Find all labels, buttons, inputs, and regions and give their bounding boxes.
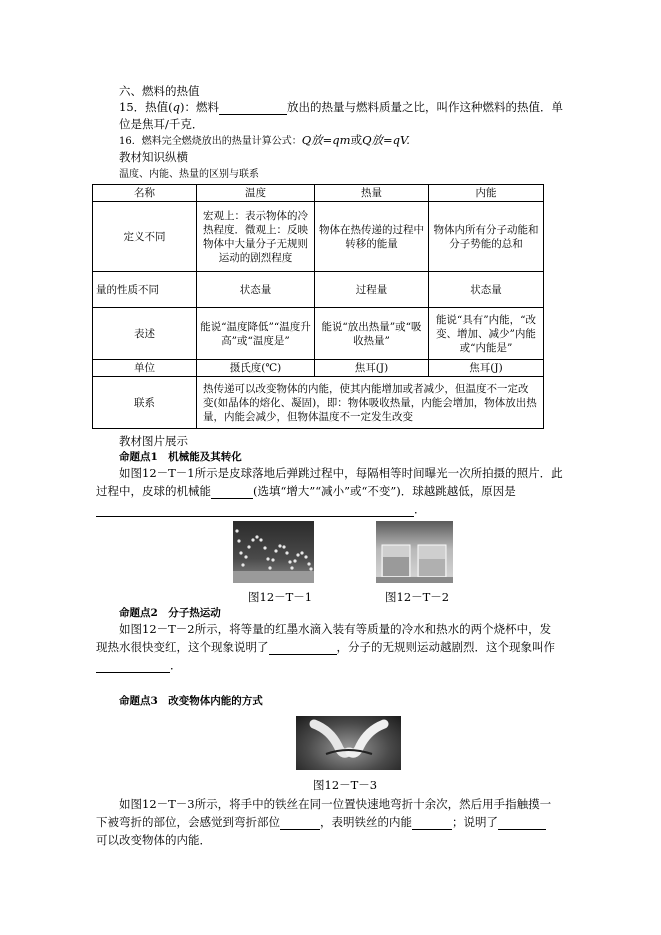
cell-energy: 能说“具有”内能，“改变、增加、减少”内能或“内能是” [429, 308, 544, 360]
row-label: 联系 [93, 377, 197, 429]
cell-energy: 物体内所有分子动能和分子势能的总和 [429, 202, 544, 272]
item-16 [119, 133, 410, 149]
knowledge-heading: 教材知识纵横 [119, 150, 188, 164]
prop-1-line1: 如图12－T－1所示是皮球落地后弹跳过程中，每隔相等时间曝光一次所拍摄的照片．此 [119, 466, 563, 480]
wire-bending-photo [296, 716, 401, 770]
formula-qm: Q放=qm [301, 133, 351, 147]
cell-temp: 状态量 [197, 272, 315, 308]
prop-2-line2-a: 现热水很快变红，这个现象说明了 [96, 640, 269, 654]
blank-mech-energy[interactable] [211, 486, 253, 499]
section-title: 六、燃料的热值 [119, 84, 200, 98]
header-heat: 热量 [315, 185, 429, 202]
table-row-definition [93, 202, 544, 272]
cell-heat: 焦耳(J) [315, 360, 429, 377]
blank-15[interactable] [219, 102, 287, 115]
blank-reason[interactable] [96, 504, 414, 517]
figure-bouncing-ball [233, 521, 314, 583]
item-16-text: 16．燃料完全燃烧放出的热量计算公式： [119, 136, 302, 147]
cell-temp: 宏观上：表示物体的冷热程度．微观上：反映物体中大量分子无规则运动的剧烈程度 [197, 202, 315, 272]
row-label: 单位 [93, 360, 197, 377]
bouncing-ball-photo [233, 521, 314, 583]
item-15-rest: 放出的热量与燃料质量之比，叫作这种燃料的热值．单 [287, 100, 563, 114]
prop-3-line2-b: ，表明铁丝的内能 [320, 815, 412, 829]
prop-3-line2 [96, 815, 546, 830]
figure-wire-bending [296, 716, 401, 770]
figure-beakers [376, 521, 453, 583]
item-15-mid: )：燃料 [180, 100, 219, 114]
cell-heat: 能说“放出热量”或“吸收热量” [315, 308, 429, 360]
figure-3-caption: 图12－T－3 [313, 778, 378, 792]
table-row-nature [93, 272, 544, 308]
figure-1-caption: 图12－T－1 [248, 590, 313, 604]
header-energy: 内能 [429, 185, 544, 202]
blank-phenomenon[interactable] [269, 642, 337, 655]
cell-heat: 过程量 [315, 272, 429, 308]
prop-1-line2-a: 过程中，皮球的机械能 [96, 484, 211, 498]
table-header-row [93, 185, 544, 202]
figure-2-caption: 图12－T－2 [385, 590, 450, 604]
prop-1-line2-b: (选填“增大”“减小”或“不变”)．球越跳越低，原因是 [253, 484, 516, 498]
table-row-expression [93, 308, 544, 360]
prop-2-line2-b: ，分子的无规则运动越剧烈．这个现象叫作 [336, 640, 555, 654]
cell-temp: 能说“温度降低”“温度升高”或“温度是” [197, 308, 315, 360]
formula-or: 或 [350, 133, 363, 147]
prop-1-end: ． [414, 502, 426, 516]
prop-1-line2 [96, 484, 516, 499]
comparison-table [92, 184, 544, 429]
cell-energy: 状态量 [429, 272, 544, 308]
prop-2-end: ． [170, 658, 182, 672]
prop-3-line1: 如图12－T－3所示，将手中的铁丝在同一位置快速地弯折十余次，然后用手指触摸一 [119, 797, 552, 811]
cell-temp: 摄氏度(℃) [197, 360, 315, 377]
blank-temperature[interactable] [280, 817, 320, 830]
row-label: 量的性质不同 [93, 272, 197, 308]
item-15-line1 [119, 100, 563, 115]
item-15-q: q [172, 100, 180, 114]
prop-3-title: 命题点3 改变物体内能的方式 [119, 695, 263, 707]
pictures-heading: 教材图片展示 [119, 434, 188, 448]
table-row-link [93, 377, 544, 429]
table-subheading: 温度、内能、热量的区别与联系 [119, 169, 259, 180]
prop-2-title: 命题点2 分子热运动 [119, 607, 221, 619]
prop-2-line1: 如图12－T－2所示，将等量的红墨水滴入装有等质量的冷水和热水的两个烧杯中，发 [119, 622, 552, 636]
row-label: 表述 [93, 308, 197, 360]
cell-heat: 物体在热传递的过程中转移的能量 [315, 202, 429, 272]
cell-energy: 焦耳(J) [429, 360, 544, 377]
prop-2-line2 [96, 640, 555, 655]
blank-diffusion[interactable] [96, 660, 170, 673]
row-label: 定义不同 [93, 202, 197, 272]
header-temp: 温度 [197, 185, 315, 202]
blank-internal-energy[interactable] [412, 817, 452, 830]
beakers-photo [376, 521, 453, 583]
blank-method[interactable] [498, 817, 546, 830]
prop-3-line3: 可以改变物体的内能． [96, 833, 211, 847]
formula-qv: Q放=qV. [362, 133, 410, 147]
prop-1-line3 [96, 502, 426, 517]
header-name: 名称 [93, 185, 197, 202]
prop-2-line3 [96, 658, 182, 673]
item-15-line2: 位是焦耳/千克． [119, 117, 204, 131]
prop-3-line2-a: 下被弯折的部位，会感觉到弯折部位 [96, 815, 280, 829]
prop-1-title: 命题点1 机械能及其转化 [119, 451, 242, 463]
prop-3-line2-c: ；说明了 [452, 815, 498, 829]
cell-link: 热传递可以改变物体的内能，使其内能增加或者减少，但温度不一定改变(如晶体的熔化、凝固)，即：物体吸收热量，内能会增加，物体放出热量，内能会减少，但物体温度不一定发生改变 [197, 377, 544, 429]
table-row-unit [93, 360, 544, 377]
item-15-prefix: 15．热值( [119, 100, 173, 114]
